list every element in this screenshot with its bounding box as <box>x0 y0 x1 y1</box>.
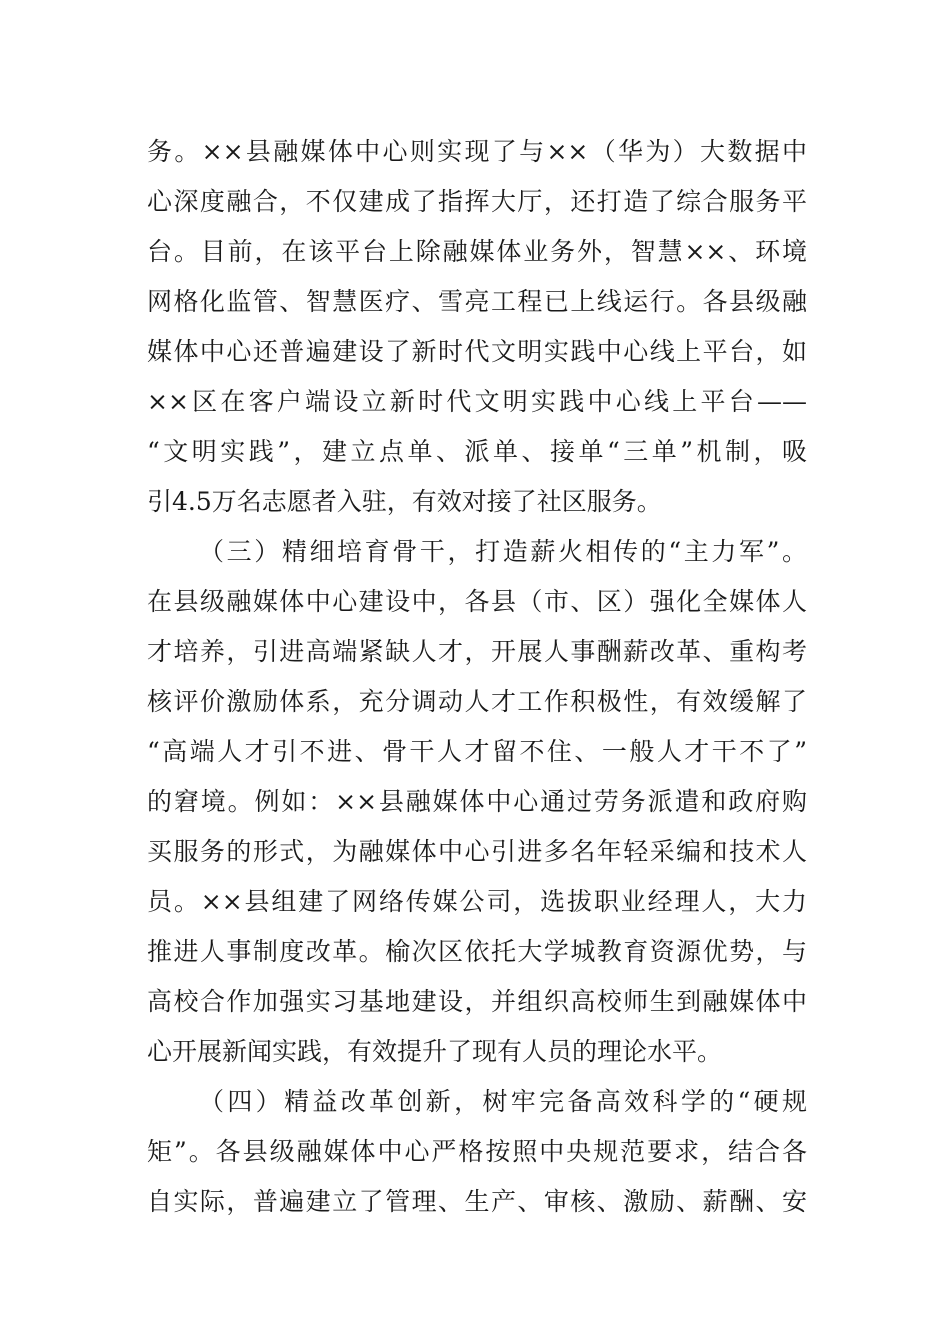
text-line: “文明实践”，建立点单、派单、接单“三单”机制，吸 <box>147 437 807 466</box>
text-line: 核评价激励体系，充分调动人才工作积极性，有效缓解了 <box>147 687 807 716</box>
text-line: 台。目前，在该平台上除融媒体业务外，智慧××、环境 <box>147 237 807 266</box>
section-heading-4: （四）精益改革创新，树牢完备高效科学的“硬规 <box>199 1087 807 1116</box>
text-line: 心深度融合，不仅建成了指挥大厅，还打造了综合服务平 <box>147 187 807 216</box>
text-line: 心开展新闻实践，有效提升了现有人员的理论水平。 <box>147 1037 723 1066</box>
text-line: 高校合作加强实习基地建设，并组织高校师生到融媒体中 <box>147 987 807 1016</box>
text-line: 才培养，引进高端紧缺人才，开展人事酬薪改革、重构考 <box>147 637 807 666</box>
text-line: 务。××县融媒体中心则实现了与××（华为）大数据中 <box>147 137 807 166</box>
text-line: 的窘境。例如：××县融媒体中心通过劳务派遣和政府购 <box>147 787 807 816</box>
text-line: 媒体中心还普遍建设了新时代文明实践中心线上平台，如 <box>147 337 807 366</box>
text-line: 自实际，普遍建立了管理、生产、审核、激励、薪酬、安 <box>147 1187 807 1216</box>
text-line: 矩”。各县级融媒体中心严格按照中央规范要求，结合各 <box>147 1137 807 1166</box>
text-line: 在县级融媒体中心建设中，各县（市、区）强化全媒体人 <box>147 587 807 616</box>
text-line: “高端人才引不进、骨干人才留不住、一般人才干不了” <box>147 737 807 766</box>
text-line: 引4.5万名志愿者入驻，有效对接了社区服务。 <box>147 487 662 516</box>
text-line: ××区在客户端设立新时代文明实践中心线上平台—— <box>147 387 807 416</box>
text-line: 推进人事制度改革。榆次区依托大学城教育资源优势，与 <box>147 937 807 966</box>
text-line: 买服务的形式，为融媒体中心引进多名年轻采编和技术人 <box>147 837 807 866</box>
text-line: 网格化监管、智慧医疗、雪亮工程已上线运行。各县级融 <box>147 287 807 316</box>
text-line: 员。××县组建了网络传媒公司，选拔职业经理人，大力 <box>147 887 807 916</box>
section-heading-3: （三）精细培育骨干，打造薪火相传的“主力军”。 <box>199 537 807 566</box>
